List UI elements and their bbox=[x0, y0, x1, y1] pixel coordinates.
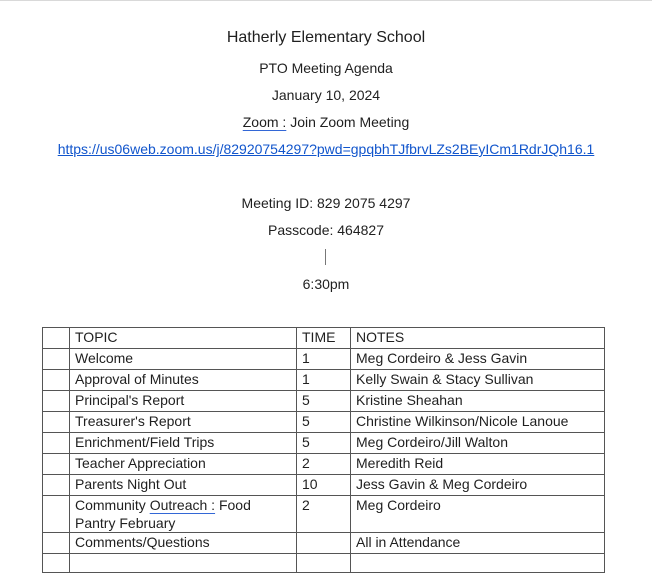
table-row bbox=[43, 370, 605, 391]
row-marker-cell bbox=[43, 475, 70, 496]
table-row bbox=[43, 475, 605, 496]
table-row-empty bbox=[43, 554, 605, 573]
zoom-url-line bbox=[0, 140, 652, 158]
notes-cell-empty bbox=[351, 554, 605, 573]
zoom-label[interactable]: Zoom : bbox=[242, 114, 287, 130]
meeting-time: 6:30pm bbox=[302, 276, 350, 292]
notes-cell: Meg Cordeiro/Jill Walton bbox=[351, 433, 605, 454]
time-cell: 5 bbox=[297, 412, 351, 433]
time-cell: 5 bbox=[297, 433, 351, 454]
meeting-date: January 10, 2024 bbox=[271, 87, 381, 103]
topic-cell: Treasurer's Report bbox=[70, 412, 297, 433]
row-marker-cell bbox=[43, 349, 70, 370]
row-marker-cell bbox=[43, 554, 70, 573]
header-time: TIME bbox=[297, 328, 351, 349]
topic-community-text: Community bbox=[75, 497, 150, 513]
topic-cell: Teacher Appreciation bbox=[70, 454, 297, 475]
topic-cell bbox=[70, 496, 297, 533]
topic-cell: Parents Night Out bbox=[70, 475, 297, 496]
notes-cell: Meredith Reid bbox=[351, 454, 605, 475]
zoom-meeting-link[interactable]: https://us06web.zoom.us/j/82920754297?pwd=gpqbhTJfbrvLZs2BEyICm1RdrJQh16.1 bbox=[57, 141, 595, 157]
zoom-join-text: Join Zoom Meeting bbox=[286, 114, 410, 130]
table-row-community-outreach bbox=[43, 496, 605, 533]
time-cell: 10 bbox=[297, 475, 351, 496]
row-marker-cell bbox=[43, 412, 70, 433]
table-row bbox=[43, 412, 605, 433]
row-marker-cell bbox=[43, 454, 70, 475]
page-top-border bbox=[0, 0, 652, 1]
table-row bbox=[43, 349, 605, 370]
header-topic: TOPIC bbox=[70, 328, 297, 349]
notes-cell: Meg Cordeiro bbox=[351, 496, 605, 533]
table-row bbox=[43, 433, 605, 454]
meeting-id: Meeting ID: 829 2075 4297 bbox=[241, 195, 411, 211]
time-cell: 5 bbox=[297, 391, 351, 412]
row-marker-cell bbox=[43, 391, 70, 412]
time-cell: 2 bbox=[297, 454, 351, 475]
table-row bbox=[43, 454, 605, 475]
time-cell: 2 bbox=[297, 496, 351, 533]
row-marker-cell bbox=[43, 496, 70, 533]
topic-cell: Principal's Report bbox=[70, 391, 297, 412]
notes-cell: Jess Gavin & Meg Cordeiro bbox=[351, 475, 605, 496]
time-cell-empty bbox=[297, 554, 351, 573]
notes-cell: All in Attendance bbox=[351, 533, 605, 554]
zoom-line bbox=[0, 113, 652, 131]
row-marker-cell bbox=[43, 328, 70, 349]
text-cursor bbox=[325, 249, 326, 265]
notes-cell: Kristine Sheahan bbox=[351, 391, 605, 412]
passcode: Passcode: 464827 bbox=[268, 222, 384, 238]
agenda-table bbox=[42, 327, 605, 573]
topic-cell-empty bbox=[70, 554, 297, 573]
time-cell: 1 bbox=[297, 349, 351, 370]
agenda-subtitle: PTO Meeting Agenda bbox=[259, 60, 393, 76]
topic-cell: Comments/Questions bbox=[70, 533, 297, 554]
time-cell: 1 bbox=[297, 370, 351, 391]
row-marker-cell bbox=[43, 533, 70, 554]
table-header-row bbox=[43, 328, 605, 349]
row-marker-cell bbox=[43, 433, 70, 454]
topic-food-pantry-text: Food Pantry February bbox=[75, 497, 251, 531]
time-cell bbox=[297, 533, 351, 554]
notes-cell: Meg Cordeiro & Jess Gavin bbox=[351, 349, 605, 370]
table-row bbox=[43, 533, 605, 554]
notes-cell: Christine Wilkinson/Nicole Lanoue bbox=[351, 412, 605, 433]
row-marker-cell bbox=[43, 370, 70, 391]
topic-cell: Enrichment/Field Trips bbox=[70, 433, 297, 454]
topic-cell: Welcome bbox=[70, 349, 297, 370]
header-notes: NOTES bbox=[351, 328, 605, 349]
outreach-link[interactable]: Outreach : bbox=[149, 497, 216, 513]
notes-cell: Kelly Swain & Stacy Sullivan bbox=[351, 370, 605, 391]
table-row bbox=[43, 391, 605, 412]
school-title: Hatherly Elementary School bbox=[226, 29, 426, 46]
topic-cell: Approval of Minutes bbox=[70, 370, 297, 391]
